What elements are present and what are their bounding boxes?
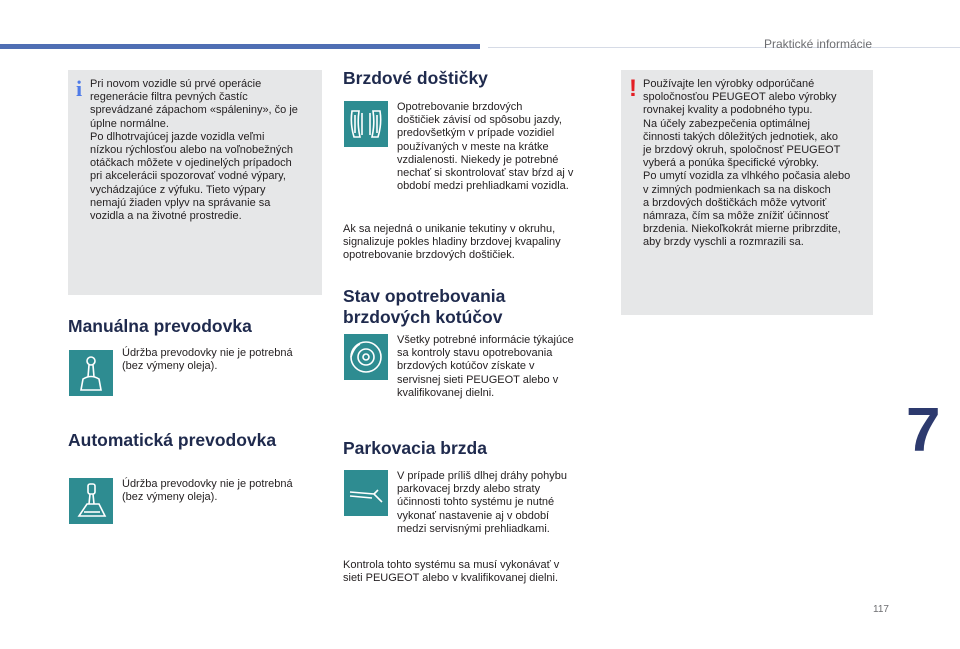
manual-gearbox-text: Údržba prevodovky nie je potrebná (bez výmeny oleja).: [122, 347, 293, 373]
brake-pads-note: Ak sa nejedná o unikanie tekutiny v okruhu, signalizuje pokles hladiny brzdovej kvapaliny opotrebovanie brzdových doštičiek.: [343, 223, 561, 262]
manual-gearbox-title: Manuálna prevodovka: [68, 316, 252, 336]
brake-pads-title: Brzdové doštičky: [343, 68, 488, 88]
automatic-gearbox-title: Automatická prevodovka: [68, 430, 277, 450]
parking-brake-icon: [344, 470, 388, 516]
chapter-number: 7: [906, 396, 941, 465]
warning-icon: !: [629, 75, 637, 102]
warning-box: [621, 70, 873, 315]
info-icon: i: [76, 76, 83, 101]
warning-box-text: Používajte len výrobky odporúčané spoločnosťou PEUGEOT alebo výrobky rovnakej kvality a podobného typu. Na účely zabezpečenia optimálnej činnosti takých dôležitých jednotiek, ako je brzdový okruh, spoločnosť PEUGEOT vyberá a ponúka špecifické výrobky. Po umytí vozidla za vlhkého počasia alebo v zimných podmienkach sa na diskoch a brzdových doštičkách môže vytvoriť námraza, čím sa môže znížiť účinnosť brzdenia. Niekoľkokrát mierne pribrzdite, aby brzdy vyschli a rozmrazili sa.: [643, 78, 851, 249]
header-accent-bar: [0, 44, 480, 49]
manual-gearbox-icon: [69, 350, 113, 396]
page-number: 117: [873, 604, 889, 615]
brake-disc-icon: [344, 334, 388, 380]
section-title: Praktické informácie: [763, 37, 872, 51]
automatic-gearbox-text: Údržba prevodovky nie je potrebná (bez výmeny oleja).: [122, 478, 293, 504]
automatic-gearbox-icon: [69, 478, 113, 524]
parking-brake-note: Kontrola tohto systému sa musí vykonávať v sieti PEUGEOT alebo v kvalifikovanej dielni.: [343, 559, 560, 585]
brake-pads-icon: [344, 101, 388, 147]
header-divider: [488, 47, 960, 48]
brake-discs-title-line2: brzdových kotúčov: [343, 307, 503, 327]
parking-brake-text: V prípade príliš dlhej dráhy pohybu parkovacej brzdy alebo straty účinnosti tohto systému je nutné vykonať nastavenie aj v období medzi servisnými prehliadkami.: [397, 470, 567, 535]
info-box-text: Pri novom vozidle sú prvé operácie regenerácie filtra pevných častíc sprevádzané zápachom «spáleniny», čo je úplne normálne. Po dlhotrvajúcej jazde vozidla veľmi nízkou rýchlosťou alebo na voľnobežných otáčkach môžete v ojedinelých prípadoch pri akcelerácii spozorovať vodné výpary, vychádzajúce z výfuku. Tieto výpary nemajú žiaden vplyv na správanie sa vozidla a na životné prostredie.: [90, 78, 298, 223]
info-box: [68, 70, 322, 295]
brake-pads-text: Opotrebovanie brzdových doštičiek závisí od spôsobu jazdy, predovšetkým v prípade vozidiel používaných v meste na krátke vzdialenosti. Niekedy je potrebné nechať si skontrolovať stav bŕzd aj v období medzi prehliadkami vozidla.: [397, 101, 574, 193]
parking-brake-title: Parkovacia brzda: [343, 438, 487, 458]
brake-discs-title: [343, 286, 505, 328]
brake-discs-title-line1: Stav opotrebovania: [343, 286, 506, 306]
brake-discs-text: Všetky potrebné informácie týkajúce sa kontroly stavu opotrebovania brzdových kotúčov získate v servisnej sieti PEUGEOT alebo v kvalifikovanej dielni.: [397, 334, 574, 399]
